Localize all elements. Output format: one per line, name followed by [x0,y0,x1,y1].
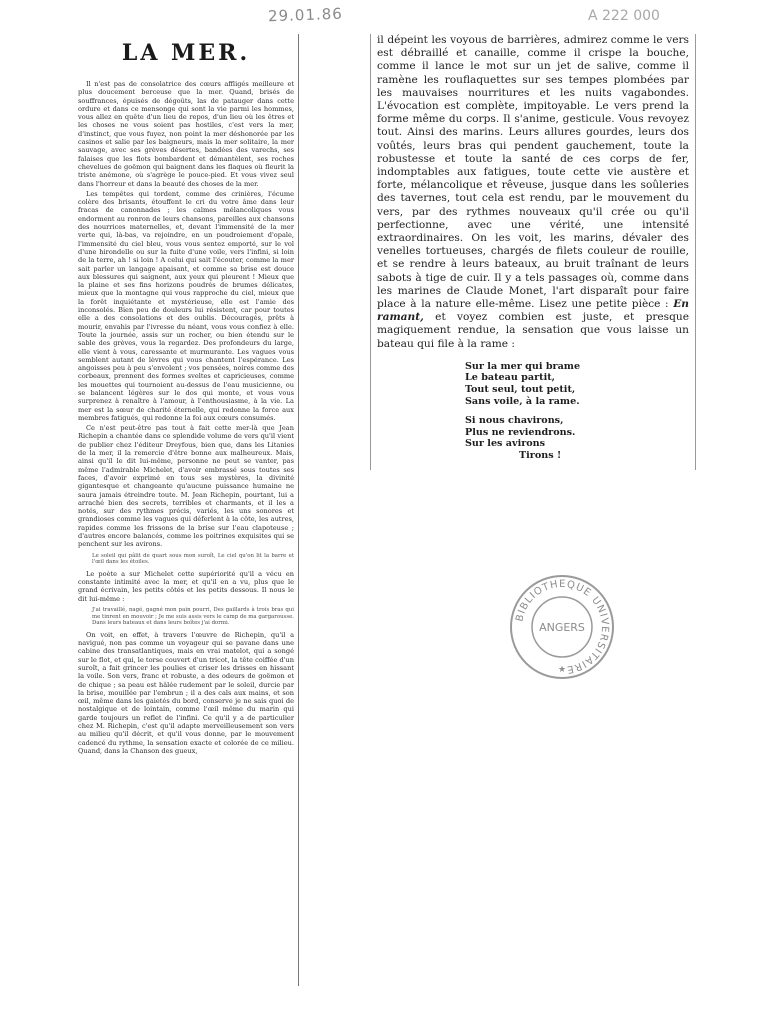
poem-line: Sur les avirons [465,438,546,450]
handwritten-code: A 222 000 [588,8,660,24]
poem-line: Tout seul, tout petit, [465,384,576,396]
poem [465,361,689,462]
article-quote: J'ai travaillé, nagé, gagné mon pain pourri, Des gaillards à trois bras qui me tinrent en mouvoir ; Je me suis assis vers le camp de ma gargarousse. Dans leurs bateaux et dans leurs boîtes j'ai dormi. [92,607,294,627]
article-paragraph: On voit, en effet, à travers l'œuvre de Richepin, qu'il a navigué, non pas comme un voyageur qui se pavane dans une cabine des transatlantiques, mais en vrai matelot, qui a songé sur le flot, et qui, le torse couvert d'un tricot, la tête coiffée d'un suroît, a fait grincer les poulies et criser les drisses en hissant la voile. Son vers, franc et robuste, a des odeurs de goëmon et de chique ; sa peau est hâlée rudement par le soleil, durcie par la brise, mouillée par l'embrun ; il a des cals aux mains, et son œil, même dans les gaietés du bord, conserve je ne sais quoi de nostalgique et de lointain, comme l'œil même du marin qui garde toujours un reflet de l'infini. Ce qu'il y a de particulier chez M. Richepin, c'est qu'il adapte merveilleusement son vers au milieu qu'il décrit, et qu'il vous donne, par le mouvement cadencé du rythme, la sensation exacte et colorée de ce milieu. Quand, dans la Chanson des gueux, [78,630,294,755]
poem-line: Sans voile, à la rame. [465,395,580,407]
continuation-text-end: et voyez combien est juste, et presque magiquement rendue, la sensation que vous laisse un bateau qui file à la rame : [377,311,689,350]
poem-stanza-1 [465,361,689,407]
poem-line: Le bateau partit, [465,372,556,384]
article-paragraph: Les tempêtes qui tordent, comme des crinières, l'écume colère des brisants, étouffent le cri du votre âme dans leur fracas de canonnades ; les calmes mélancoliques vous endorment au ronron de leurs chansons, pareilles aux chansons des nourrices maternelles, et, devant l'immensité de la mer verte qui, là-bas, va rejoindre, en un poudroiement d'opale, l'immensité du ciel bleu, vous vous sentez emporté, sur le vol d'une hirondelle ou sur la fuite d'une voile, vers l'infini, si loin de la terre, ah ! si loin ! A celui qui sait l'écouter, comme la mer sait parler un langage apaisant, et comme sa brise est douce aux blessures qui saignent, aux yeux qui pleurent ! Mieux que la plaine et ses fins horizons poudrés de brumes délicates, mieux que la montagne qui vous rapproche du ciel, mieux que la forêt inquiétante et mystérieuse, elle est l'amie des inconsolés. Bien peu de douleurs lui résistent, car pour toutes elle a des consolations et des oublis. Découragés, prêts à mourir, envahis par l'ivresse du néant, vous vous confiez à elle. Toute la journée, assis sur un rocher, ou bien étendu sur le sable des grèves, vous la regardez. Des profondeurs du large, elle vient à vous, caressante et murmurante. Les vagues vous semblent autant de lèvres qui vous chantent l'espérance. Les angoisses peu à peu s'envolent ; vos pensées, noires comme des corbeaux, prennent des formes sveltes et capricieuses, comme les mouettes qui tournoient au-dessus de l'eau musicienne, ou se balancent légères sur le dos qui monte, et vous vous surprenez à renaître à l'amour, à l'enthousiasme, à la vie. La mer est la sœur de charité éternelle, qui redonne la force aux membres fatigués, qui redonne la foi aux cœurs consumés. [78,189,294,422]
poem-stanza-2 [465,415,689,461]
stamp-ring-text-path: BIBLIOTHEQUE UNIVERSITAIRE [514,578,611,675]
poem-line: Sur la mer qui brame [465,360,581,372]
article-epigraph: Le soleil qui pâlit de quart sous mon suroît, Le ciel qu'on lit la barre et l'œil dans les étoiles. [92,552,294,566]
poem-line: Plus ne reviendrons. [465,426,576,438]
handwritten-date: 29.01.86 [267,4,344,26]
article-title: LA MER. [121,40,251,66]
continuation-text: il dépeint les voyous de barrières, admirez comme le vers est débraillé et canaille, comme il crispe la bouche, comme il lance le mot sur un jet de salive, comme il ramène les rouflaquettes sur ses tempes plombées par les mauvaises nourritures et les nuits vagabondes. L'évocation est complète, impitoyable. Le vers prend la forme même du corps. Il s'anime, gesticule. Vous revoyez tout. Ainsi des marins. Leurs allures gourdes, leurs dos voûtés, leurs bras qui pendent gauchement, toute la robustesse et toute la santé de ces corps de fer, indomptables aux fatigues, toute cette vie austère et forte, mélancolique et rêveuse, jusque dans les soûleries des tavernes, tout cela est rendu, par le mouvement du vers, par des rythmes nouveaux qu'il crée ou qu'il perfectionne, avec une vérité, une intensité extraordinaires. On les voit, les marins, dévaler des venelles tortueuses, chargés de filets couleur de rouille, et se rendre à leurs bateaux, au bruit traînant de leurs sabots à tige de cuir. Il y a tels passages où, comme dans les marines de Claude Monet, l'art disparaît pour faire place à la nature elle-même. Lisez une petite pièce : [377,34,689,311]
article-paragraph: Ce n'est peut-être pas tout à fait cette mer-là que Jean Richepin a chantée dans ce splendide volume de vers qu'il vient de publier chez l'éditeur Dreyfous, bien que, dans les Litanies de la mer, il la remercie d'être bonne aux malheureux. Mais, ainsi qu'il le dit lui-même, personne ne peut se vanter, pas même l'admirable Michelet, d'avoir embrassé sous toutes ses faces, d'avoir exprimé en tous ses mystères, la divinité gigantesque et changeante qu'aucune puissance humaine ne saura jamais étreindre toute. M. Jean Richepin, pourtant, lui a arraché bien des secrets, terribles et charmants, et il les a notés, sur des rythmes précis, variés, les uns sonores et grandioses comme les vagues qui déferlent à la côte, les autres, rapides comme les frissons de la brise sur l'eau clapoteuse ; d'autres encore balancés, comme les poitrines exquisites qui se penchent sur les avirons. [78,424,294,549]
library-stamp [507,572,617,682]
article-right-column [370,34,696,470]
article-paragraph: Il n'est pas de consolatrice des cœurs affligés meilleure et plus doucement berceuse que la mer. Quand, brisés de souffrances, épuisés de dégoûts, las de patauger dans cette ordure et dans ce mensonge qui sont la vie parmi les hommes, vous allez en quête d'un lieu de repos, d'un lieu où les êtres et les choses ne vous soient pas hostiles, c'est vers la mer, d'instinct, que vous fuyez, non point la mer déshonorée par les casinos et salie par les baigneurs, mais la mer solitaire, la mer sauvage, avec ses grèves désertes, bandées des varechs, ses falaises que les flots bombardent et démantèlent, ses roches chevelues de goëmon qui baignent dans les flaques où fleurit la triste anémone, où s'agrège le pouce-pied. Et vous vivez seul dans l'horreur et dans la beauté des choses de la mer. [78,80,294,188]
poem-line: Tirons ! [519,450,562,462]
article-paragraph: Le poète a sur Michelet cette supériorité qu'il a vécu en constante intimité avec la mer, et qu'il en a vu, plus que le grand écrivain, les petits côtés et les petits dessous. Il nous le dit lui-même : [78,569,294,603]
poem-title: En ramant, [377,298,689,324]
article-continuation [377,34,689,351]
poem-line: Si nous chavirons, [465,415,564,427]
article-left-column [78,34,299,986]
stamp-star-icon: ★ [557,665,567,675]
stamp-center-text: ANGERS [539,621,585,634]
